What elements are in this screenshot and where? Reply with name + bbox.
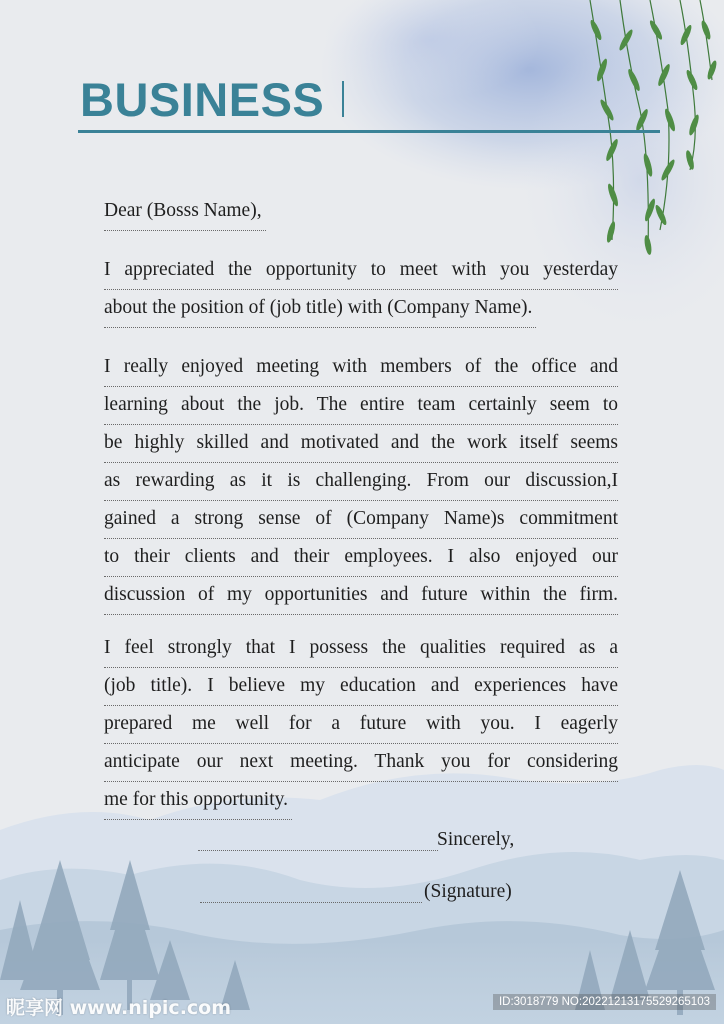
letter-body (104, 193, 618, 841)
signature-text: (Signature) (424, 881, 512, 902)
paragraph-1 (104, 252, 618, 334)
letter-line: discussion of my opportunities and future within the firm. (104, 577, 618, 615)
letter-line: prepared me well for a future with you. I eagerly (104, 706, 618, 744)
title-divider (342, 81, 344, 117)
letter-line: Dear (Bosss Name), (104, 193, 266, 231)
letter-line: be highly skilled and motivated and the work itself seems (104, 425, 618, 463)
letter-line: I feel strongly that I possess the qualities required as a (104, 630, 618, 668)
letter-line: I appreciated the opportunity to meet with you yesterday (104, 252, 618, 290)
letter-line: (job title). I believe my education and experiences have (104, 668, 618, 706)
letter-line: I really enjoyed meeting with members of the office and (104, 349, 618, 387)
header-rule (78, 130, 660, 133)
letter-line: me for this opportunity. (104, 782, 292, 820)
salutation-paragraph (104, 193, 618, 237)
page-title: BUSINESS (80, 73, 325, 126)
watermark-logo: 昵享网 www.nipic.com (6, 997, 232, 1019)
letter-line: learning about the job. The entire team certainly seem to (104, 387, 618, 425)
watermark-id: ID:3018779 NO:20221213175529265103 (493, 994, 716, 1010)
letter-line: anticipate our next meeting. Thank you for considering (104, 744, 618, 782)
paragraph-2 (104, 349, 618, 615)
signature-dotted-line (200, 902, 422, 903)
paragraph-3 (104, 630, 618, 826)
closing-dotted-line (198, 850, 438, 851)
closing-text: Sincerely, (437, 829, 515, 850)
letter-line: as rewarding as it is challenging. From our discussion,I (104, 463, 618, 501)
letter-line: about the position of (job title) with (Company Name). (104, 290, 536, 328)
letter-line: gained a strong sense of (Company Name)s commitment (104, 501, 618, 539)
letter-line: to their clients and their employees. I also enjoyed our (104, 539, 618, 577)
